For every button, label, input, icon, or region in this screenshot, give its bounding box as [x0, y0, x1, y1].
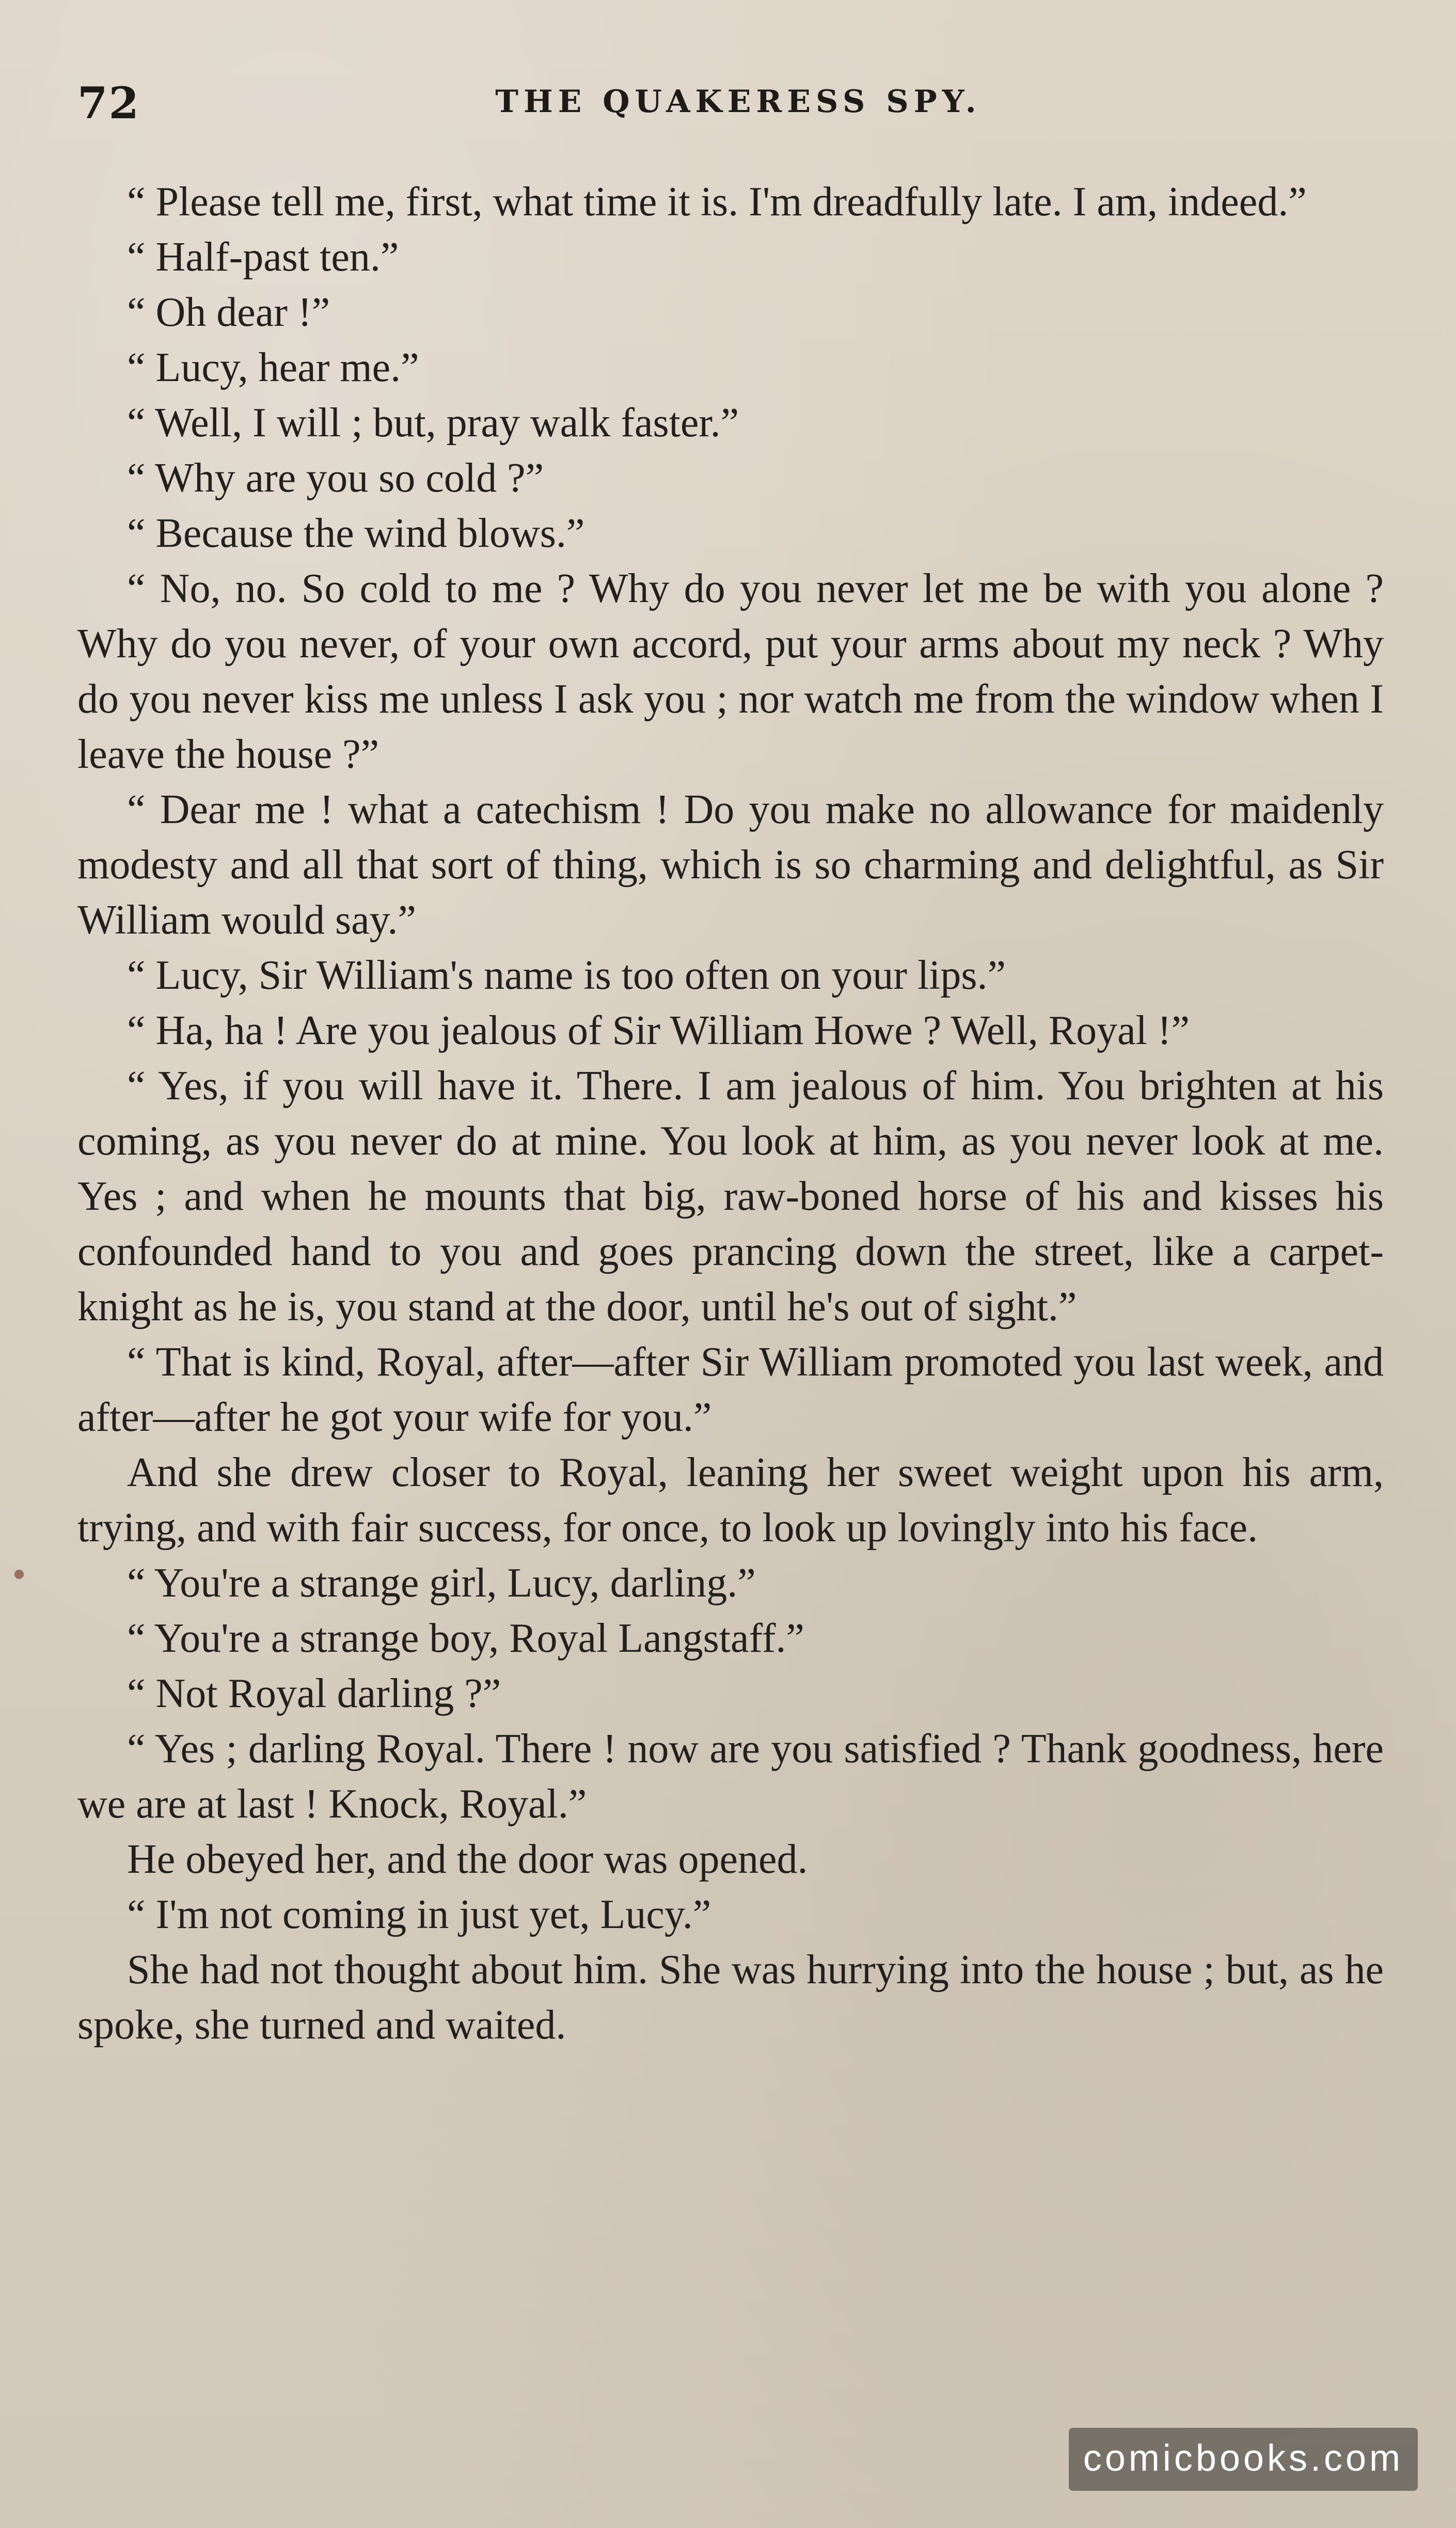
paragraph: He obeyed her, and the door was opened. — [127, 1837, 808, 1882]
paragraph: “ I'm not coming in just yet, Lucy.” — [127, 1892, 711, 1937]
margin-ink-spot — [14, 1570, 24, 1579]
paragraph: “ Dear me ! what a catechism ! Do you make no allowance for maidenly modesty and all that sort of thing, which is so charming and delightful, as Sir William would say.” — [77, 787, 1384, 943]
paragraph: And she drew closer to Royal, leaning her sweet weight upon his arm, trying, and with fair success, for once, to look up lovingly into his face. — [77, 1450, 1384, 1551]
body-text — [77, 175, 1384, 2415]
page-header — [77, 77, 1399, 134]
paragraph: “ Because the wind blows.” — [127, 511, 585, 556]
paragraph: “ Lucy, Sir William's name is too often on your lips.” — [127, 953, 1006, 998]
page-number: 72 — [77, 77, 140, 129]
paragraph: “ Lucy, hear me.” — [127, 345, 419, 390]
paragraph: “ Half-past ten.” — [127, 234, 399, 280]
watermark: comicbooks.com — [1069, 2428, 1418, 2491]
paragraph: “ Ha, ha ! Are you jealous of Sir William Howe ? Well, Royal !” — [127, 1008, 1190, 1053]
paragraph: “ That is kind, Royal, after—after Sir William promoted you last week, and after—after he got your wife for you.” — [77, 1339, 1384, 1440]
paragraph: “ You're a strange girl, Lucy, darling.” — [127, 1560, 756, 1606]
paragraph: “ Please tell me, first, what time it is. I'm dreadfully late. I am, indeed.” — [127, 179, 1307, 225]
paragraph: “ Yes ; darling Royal. There ! now are you satisfied ? Thank goodness, here we are at last ! Knock, Royal.” — [77, 1726, 1384, 1827]
paragraph: She had not thought about him. She was hurrying into the house ; but, as he spoke, she turned and waited. — [77, 1947, 1384, 2048]
paragraph: “ Yes, if you will have it. There. I am jealous of him. You brighten at his coming, as you never do at mine. You look at him, as you never look at me. Yes ; and when he mounts that big, raw-boned horse of his and kisses his confounded hand to you and goes prancing down the street, like a carpet-knight as he is, you stand at the door, until he's out of sight.” — [77, 1063, 1384, 1330]
paragraph: “ Oh dear !” — [127, 290, 330, 335]
paragraph: “ Why are you so cold ?” — [127, 455, 544, 501]
paragraph: “ No, no. So cold to me ? Why do you never let me be with you alone ? Why do you never, of your own accord, put your arms about my neck ? Why do you never kiss me unless I ask you ; nor watch me from the window when I leave the house ?” — [77, 566, 1384, 777]
running-head: THE QUAKERESS SPY. — [495, 84, 982, 120]
paragraph: “ Not Royal darling ?” — [127, 1671, 501, 1716]
paragraph: “ You're a strange boy, Royal Langstaff.” — [127, 1616, 804, 1661]
paragraph: “ Well, I will ; but, pray walk faster.” — [127, 400, 739, 446]
